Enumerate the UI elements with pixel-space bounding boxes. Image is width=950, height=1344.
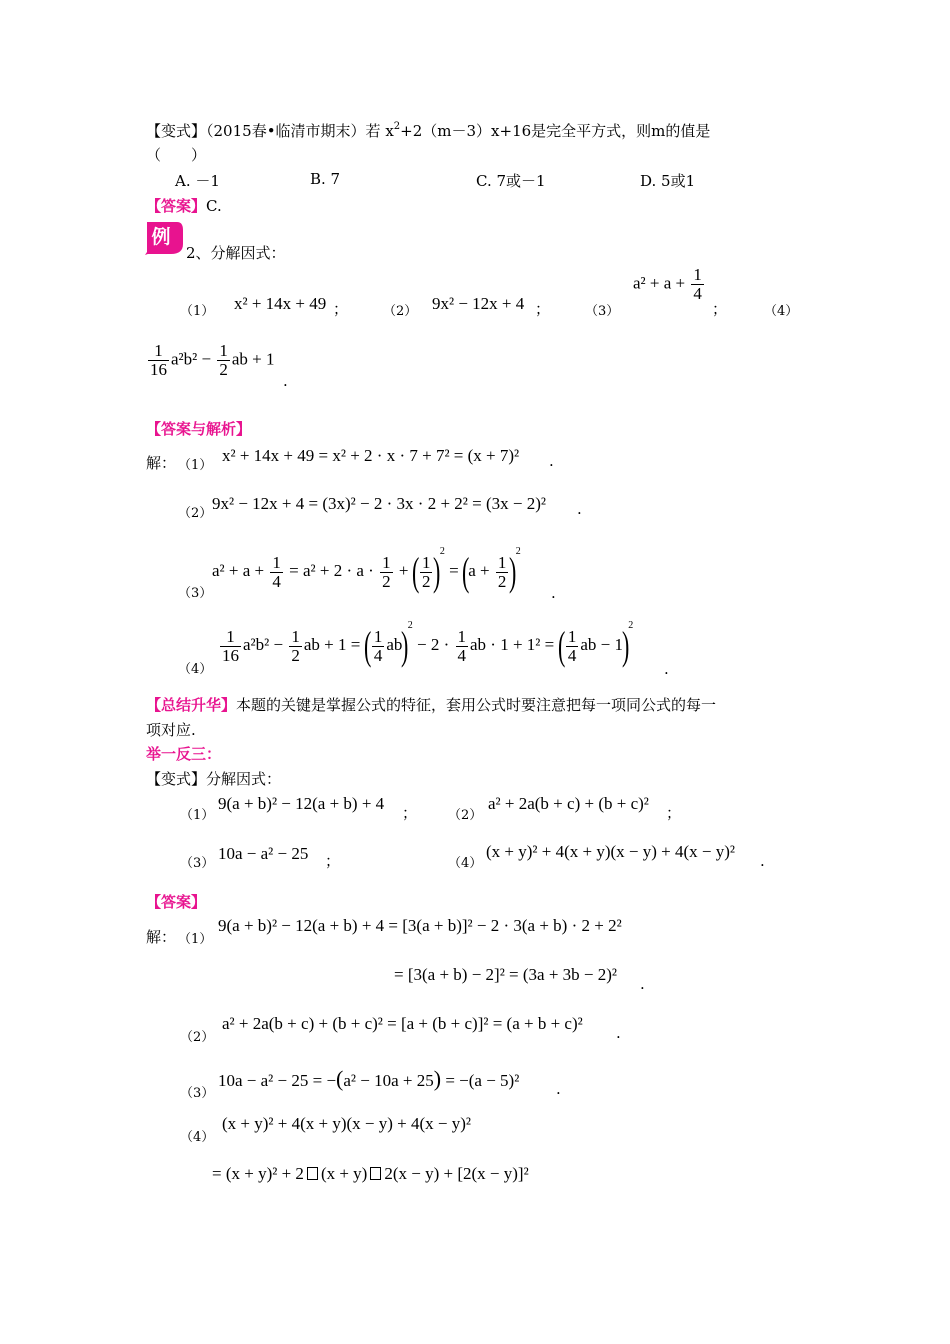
analysis-l3-expr: a² + a + $\frac{1}{4}$ = a² + 2 · a · $\frac{1}{2}$ + ( $\frac{1}{2}$ )$^2$ = (a + $\frac{1}{2}$ )$^2$ (212, 546, 521, 595)
frac-den: 4 (693, 283, 702, 303)
l3-c: + (394, 561, 413, 580)
frac-num: 1 (382, 552, 391, 572)
l3-a: a² + a + (212, 561, 269, 580)
answer2-l1-num: （1） (178, 932, 213, 947)
example-item-3-expr (633, 266, 706, 303)
answer2-l4b-expr (212, 1164, 529, 1184)
frac-num: 1 (291, 626, 300, 646)
frac-num: 1 (148, 342, 169, 361)
example-title: 2、分解因式： (186, 244, 286, 262)
answer2-l1b-expr: = [3(a + b) − 2]² = (3a + 3b − 2)² (394, 965, 618, 984)
l3-frac-3 (420, 554, 433, 591)
l3-d: = (444, 561, 463, 580)
frac-den: 16 (222, 645, 239, 665)
missing-glyph-icon (370, 1167, 381, 1180)
item4-frac-2 (217, 342, 230, 379)
variant2-item-2-end: ； (666, 804, 682, 822)
frac-den: 4 (567, 645, 577, 665)
l3b-a: 10a − a² − 25 = − (218, 1071, 337, 1090)
summary-text-a: 本题的关键是掌握公式的特征，套用公式时要注意把每一项同公式的每一 (236, 696, 717, 714)
l4b-b: (x + y) (320, 1164, 368, 1183)
l4-d: − 2 · (412, 635, 454, 654)
answer2-l2-end: . (616, 1024, 621, 1042)
paren-close: ) (509, 549, 517, 595)
paren-open: ( (336, 1066, 344, 1091)
paren-open: ( (363, 623, 371, 669)
frac-num: 1 (497, 552, 507, 572)
l4-frac-2 (289, 628, 302, 665)
summary-line-2: 项对应. (146, 721, 196, 739)
frac-num: 1 (567, 626, 577, 646)
example-badge-icon (143, 218, 185, 256)
example-item-2-num: （2） (383, 304, 418, 319)
example-item-3-end: ； (712, 300, 728, 318)
l3-frac-2 (380, 554, 393, 591)
frac-den: 2 (421, 571, 431, 591)
l3-frac-4 (496, 554, 509, 591)
frac-num: 1 (457, 626, 467, 646)
variant2-item-4-end: . (760, 852, 765, 870)
paren-open: ( (557, 623, 565, 669)
paren-close: ) (401, 623, 409, 669)
paren-close: ) (433, 549, 441, 595)
variant2-item-2-expr: a² + 2a(b + c) + (b + c)² (488, 794, 649, 813)
juyi-heading: 举一反三： (146, 745, 222, 763)
analysis-l4-end: . (664, 660, 669, 678)
variant-stem-a: 若 x (365, 122, 394, 140)
frac-num: 1 (421, 552, 431, 572)
variant2-item-1-num: （1） (180, 808, 215, 823)
l3-b: = a² + 2 · a · (284, 561, 379, 580)
variant2-item-1-end: ； (402, 804, 418, 822)
paren-close: ) (433, 1066, 442, 1091)
l4-frac-1 (220, 628, 241, 665)
paren-close: ) (621, 623, 630, 669)
l4-c: ab (386, 635, 403, 654)
example-item-1-num: （1） (180, 304, 215, 319)
example-item-2-expr: 9x² − 12x + 4 (432, 294, 525, 313)
answer2-l3-num: （3） (180, 1086, 215, 1101)
example-item-4-num: （4） (764, 304, 799, 319)
frac-den: 2 (291, 645, 300, 665)
answer2-tag: 【答案】 (146, 893, 207, 911)
analysis-l4-expr: $\frac{1}{16}$ a²b² − $\frac{1}{2}$ ab + 1 = ( $\frac{1}{4}$ ab)$^2$ − 2 · $\frac{1}{4}$ ab · 1 + 1² = ( $\frac{1}{4}$ ab − 1)$^2$ (222, 620, 634, 669)
variant-question (146, 120, 710, 141)
example-item-1-expr: x² + 14x + 49 (234, 294, 327, 313)
summary-tag: 【总结升华】 (146, 696, 237, 714)
variant2-item-1-expr: 9(a + b)² − 12(a + b) + 4 (218, 794, 385, 813)
frac-den: 2 (219, 359, 228, 379)
item4-frac-1 (148, 342, 169, 379)
variant2-item-3-num: （3） (180, 856, 215, 871)
variant2-item-4-num: （4） (448, 856, 483, 871)
analysis-tag: 【答案与解析】 (146, 420, 252, 438)
answer-1 (146, 195, 222, 216)
variant-sup: 2 (393, 121, 401, 132)
analysis-l1-num: （1） (178, 458, 213, 473)
analysis-l2-end: . (577, 500, 582, 518)
example-item-4-end: . (283, 372, 288, 390)
l4-e: ab · 1 + 1² = (470, 635, 559, 654)
item3-fraction (691, 266, 704, 303)
item4-tail: ab + 1 (231, 349, 275, 369)
l4b-c: 2(x − y) + [2(x − y)]² (384, 1164, 529, 1183)
l4-f: ab − 1 (580, 635, 623, 654)
answer-tag: 【答案】 (146, 197, 207, 215)
analysis-l1-expr: x² + 14x + 49 = x² + 2 · x · 7 + 7² = (x + 7)² (222, 446, 520, 465)
answer2-jie: 解： (146, 928, 177, 946)
analysis-l2-expr: 9x² − 12x + 4 = (3x)² − 2 · 3x · 2 + 2² = (3x − 2)² (212, 494, 546, 513)
analysis-l1-end: . (549, 452, 554, 470)
answer2-l3-expr (218, 1066, 519, 1092)
example-item-1-end: ； (333, 300, 349, 318)
option-c: C. 7或－1 (476, 172, 546, 190)
summary-line-1 (146, 694, 716, 715)
variant-blank: （ ） (146, 146, 207, 164)
l3b-b: a² − 10a + 25 (343, 1071, 434, 1090)
item3-part: a² + a + (633, 273, 690, 293)
option-b: B. 7 (310, 170, 341, 188)
frac-den: 4 (272, 571, 281, 591)
answer2-l4-expr: (x + y)² + 4(x + y)(x − y) + 4(x − y)² (222, 1114, 472, 1133)
answer2-l1-expr: 9(a + b)² − 12(a + b) + 4 = [3(a + b)]² − 2 · 3(a + b) · 2 + 2² (218, 916, 622, 935)
l4-frac-5 (566, 628, 579, 665)
variant-source: （2015春•临清市期末） (206, 122, 366, 140)
l4b-a: = (x + y)² + 2 (212, 1164, 304, 1183)
variant-tag: 【变式】 (146, 122, 207, 140)
answer2-l1b-end: . (640, 975, 645, 993)
frac-den: 16 (150, 359, 167, 379)
variant2-tag: 【变式】 (146, 770, 207, 788)
paren-open: ( (411, 549, 419, 595)
item4-mid: a²b² − (171, 349, 216, 369)
l4-frac-3 (372, 628, 385, 665)
frac-num: 1 (373, 626, 383, 646)
option-d: D. 5或1 (640, 172, 696, 190)
frac-num: 1 (219, 341, 228, 360)
analysis-l3-end: . (551, 584, 556, 602)
variant2-item-4-expr: (x + y)² + 4(x + y)(x − y) + 4(x − y)² (486, 842, 736, 861)
variant2-title-text: 分解因式： (206, 770, 282, 788)
variant2-item-3-end: ； (325, 852, 341, 870)
frac-den: 2 (497, 571, 507, 591)
l3-frac-1 (270, 554, 283, 591)
l4-a: a²b² − (243, 635, 288, 654)
frac-den: 2 (382, 571, 391, 591)
option-a: A. －1 (175, 172, 220, 190)
frac-num: 1 (220, 628, 241, 647)
variant-stem-b: +2（m－3）x+16是完全平方式，则m的值是 (400, 122, 711, 140)
analysis-jie: 解： (146, 454, 177, 472)
l3-e: a + (468, 561, 494, 580)
answer2-l3-end: . (556, 1080, 561, 1098)
l4-frac-4 (456, 628, 469, 665)
variant2-item-2-num: （2） (448, 808, 483, 823)
example-item-3-num: （3） (585, 304, 620, 319)
variant2-item-3-expr: 10a − a² − 25 (218, 844, 309, 863)
answer2-l2-expr: a² + 2a(b + c) + (b + c)² = [a + (b + c)]² = (a + b + c)² (222, 1014, 583, 1033)
l4-b: ab + 1 = (303, 635, 365, 654)
example-badge-text: 例 (151, 226, 171, 248)
analysis-l4-num: （4） (178, 662, 213, 677)
paren-open: ( (461, 549, 470, 595)
frac-den: 4 (373, 645, 383, 665)
frac-den: 4 (457, 645, 467, 665)
analysis-l2-num: （2） (178, 506, 213, 521)
answer-value: C. (206, 197, 222, 215)
answer2-l4-num: （4） (180, 1130, 215, 1145)
example-item-2-end: ； (535, 300, 551, 318)
l3b-c: = −(a − 5)² (441, 1071, 520, 1090)
frac-num: 1 (693, 265, 702, 284)
example-item-4-expr (146, 342, 274, 379)
missing-glyph-icon (307, 1167, 318, 1180)
analysis-l3-num: （3） (178, 586, 213, 601)
variant2-title (146, 768, 281, 789)
frac-num: 1 (272, 552, 281, 572)
answer2-l2-num: （2） (180, 1030, 215, 1045)
